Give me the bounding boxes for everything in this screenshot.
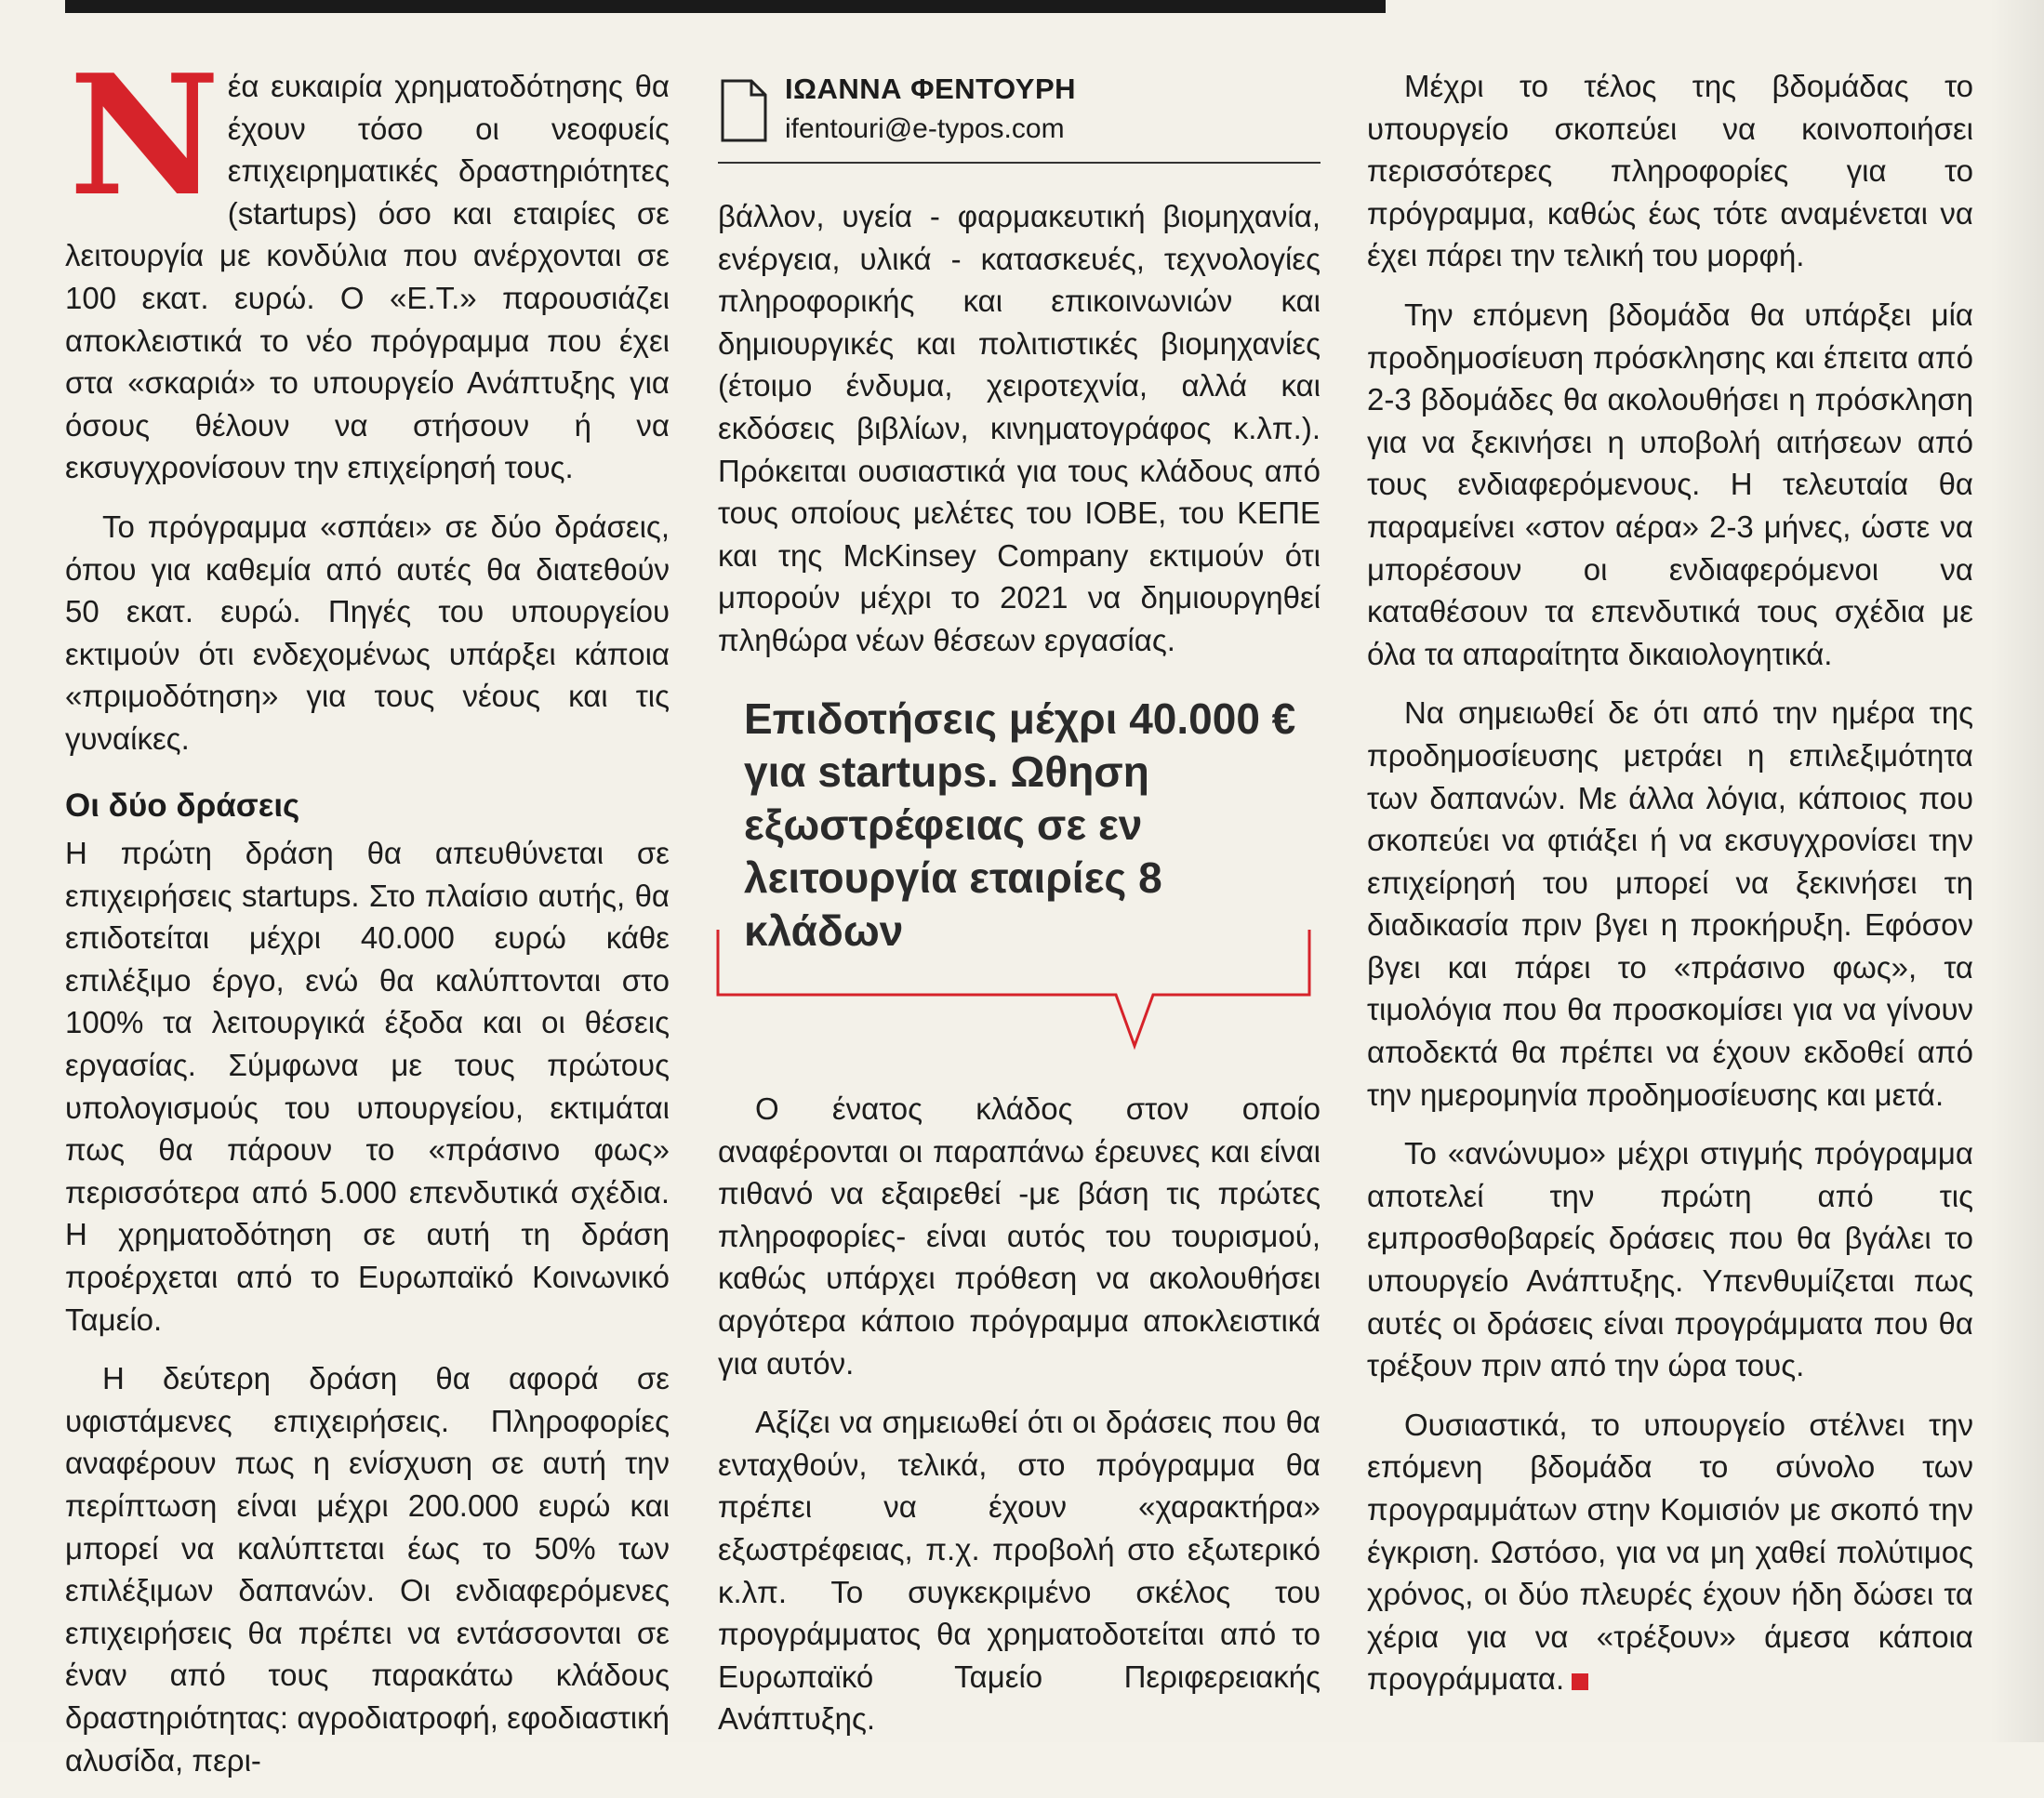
paragraph: Η δεύτερη δράση θα αφορά σε υφιστάμενες επιχειρήσεις. Πληροφορίες αναφέρουν πως η ενίσχυση σε αυτή την περίπτωση είναι μέχρι 200.000 ευρώ και μπορεί να καλύπτεται έως το 50% των επιλέξιμων δαπανών. Οι ενδιαφερόμενες επιχειρήσεις θα πρέπει να εντάσσονται σε έναν από τους παρακάτω κλάδους δραστηριότητας: αγροδιατροφή, εφοδιαστική αλυσίδα, περι- bbox=[65, 1361, 670, 1778]
drop-cap: N bbox=[69, 38, 220, 232]
headline-fragment bbox=[65, 0, 1386, 13]
article-column-3 bbox=[1367, 65, 1973, 1717]
paragraph: Να σημειωθεί δε ότι από την ημέρα της προδημοσίευσης μετράει η επιλεξιμότητα των δαπανών. Με άλλα λόγια, κάποιος που σκοπεύει να φτιάξει ή να εκσυγχρονίσει την επιχείρησή του μπορεί να ξεκινήσει τη διαδικασία πριν βγει η προκήρυξη. Εφόσον βγει και πάρει το «πράσινο φως», τα τιμολόγια που θα προσκομίσει για να γίνουν αποδεκτά θα πρέπει να έχουν εκδοθεί από την ημερομηνία προδημοσίευσης και μετά. bbox=[1367, 695, 1973, 1112]
final-text: Ουσιαστικά, το υπουργείο στέλνει την επόμενη βδομάδα το σύνολο των προγραμμάτων στην Κομισιόν με σκοπό την έγκριση. Ωστόσο, για να μη χαθεί πολύτιμος χρόνος, οι δύο πλευρές έχουν ήδη δώσει τα χέρια για να «τρέξουν» άμεσα κάποια προγράμματα. bbox=[1367, 1407, 1973, 1697]
paragraph: βάλλον, υγεία - φαρμακευτική βιομηχανία, ενέργεια, υλικά - κατασκευές, τεχνολογίες πληροφορικής και επικοινωνιών και δημιουργικές και πολιτιστικές βιομηχανίες (έτοιμο ένδυμα, χειροτεχνία, αλλά και εκδόσεις βιβλίων, κινηματογράφος κ.λπ.). Πρόκειται ουσιαστικά για τους κλάδους από τους οποίους μελέτες του ΙΟΒΕ, του ΚΕΠΕ και της McKinsey Company εκτιμούν ότι μπορούν μέχρι το 2021 να δημιουργηθεί πληθώρα νέων θέσεων εργασίας. bbox=[718, 199, 1321, 657]
subheading: Οι δύο δράσεις bbox=[65, 787, 300, 824]
paragraph: Η πρώτη δράση θα απευθύνεται σε επιχειρήσεις startups. Στο πλαίσιο αυτής, θα επιδοτείται μέχρι 40.000 ευρώ κάθε επιλέξιμο έργο, ενώ θα καλύπτονται στο 100% τα λειτουργικά έξοδα και οι θέσεις εργασίας. Σύμφωνα με τους πρώτους υπολογισμούς του υπουργείου, εκτιμάται πως θα πάρουν το «πράσινο φως» περισσότερα από 5.000 επενδυτικά σχέδια. Η χρηματοδότηση σε αυτή τη δράση προέρχεται από το Ευρωπαϊκό Κοινωνικό Ταμείο. bbox=[65, 836, 670, 1337]
end-mark-icon bbox=[1572, 1673, 1588, 1690]
final-paragraph bbox=[1367, 1404, 1973, 1700]
article-column-2-top bbox=[718, 195, 1321, 679]
paragraph: Ο ένατος κλάδος στον οποίο αναφέρονται οι παραπάνω έρευνες και είναι πιθανό να εξαιρεθεί -με βάση τις πρώτες πληροφορίες- είναι αυτός του τουρισμού, καθώς υπάρχει πρόθεση να ακολουθήσει αργότερα κάποιο πρόγραμμα αποκλειστικά για αυτόν. bbox=[718, 1091, 1321, 1381]
author-email[interactable]: ifentouri@e-typos.com bbox=[785, 113, 1065, 144]
document-icon bbox=[720, 78, 768, 148]
paragraph: Το πρόγραμμα «σπάει» σε δύο δράσεις, όπου για καθεμία από αυτές θα διατεθούν 50 εκατ. ευρώ. Πηγές του υπουργείου εκτιμούν ότι ενδεχομένως υπάρξει κάποια «πριμοδότηση» για τους νέους και τις γυναίκες. bbox=[65, 509, 670, 756]
lead-paragraph bbox=[65, 38, 670, 489]
page-edge-shadow bbox=[1990, 0, 2044, 1742]
article-column-1 bbox=[65, 38, 670, 1798]
lead-text: έα ευκαιρία χρηματοδότησης θα έχουν τόσο οι νεοφυείς επιχειρηματικές δραστηριότητες (startups) όσο και εταιρίες σε λειτουργία με κονδύλια που ανέρχονται σε 100 εκατ. ευρώ. Ο «Ε.Τ.» παρουσιάζει αποκλειστικά το νέο πρόγραμμα που έχει στα «σκαριά» το υπουργείο Ανάπτυξης για όσους θέλουν να στήσουν ή να εκσυγχρονίσουν την επιχείρησή τους. bbox=[65, 69, 670, 485]
paragraph: Το «ανώνυμο» μέχρι στιγμής πρόγραμμα αποτελεί την πρώτη από τις εμπροσθοβαρείς δράσεις που θα βγάλει το υπουργείο Ανάπτυξης. Υπενθυμίζεται πως αυτές οι δράσεις είναι προγράμματα που θα τρέξουν πριν από την ώρα τους. bbox=[1367, 1136, 1973, 1383]
pull-quote-frame bbox=[716, 930, 1321, 1051]
paragraph: Αξίζει να σημειωθεί ότι οι δράσεις που θα ενταχθούν, τελικά, στο πρόγραμμα θα πρέπει να έχουν «χαρακτήρα» εξωστρέφειας, π.χ. προβολή στο εξωτερικό κ.λπ. Το συγκεκριμένο σκέλος του προγράμματος θα χρηματοδοτείται από το Ευρωπαϊκό Ταμείο Περιφερειακής Ανάπτυξης. bbox=[718, 1405, 1321, 1737]
paragraph: Μέχρι το τέλος της βδομάδας το υπουργείο σκοπεύει να κοινοποιήσει περισσότερες πληροφορίες για το πρόγραμμα, καθώς έως τότε αναμένεται να έχει πάρει την τελική του μορφή. bbox=[1367, 69, 1973, 273]
author-name: ΙΩΑΝΝΑ ΦΕΝΤΟΥΡΗ bbox=[785, 73, 1077, 105]
byline bbox=[718, 73, 1321, 164]
pull-quote: Επιδοτήσεις μέχρι 40.000 € για startups. Ωθηση εξωστρέφειας σε εν λειτουργία εταιρίες 8 κλάδων bbox=[744, 694, 1296, 955]
article-column-2-bottom bbox=[718, 1088, 1321, 1757]
paragraph: Την επόμενη βδομάδα θα υπάρξει μία προδημοσίευση πρόσκλησης και έπειτα από 2-3 βδομάδες θα ακολουθήσει η πρόσκληση για να ξεκινήσει η υποβολή αιτήσεων από τους ενδιαφερόμενους. Η τελευταία θα παραμείνει «στον αέρα» 2-3 μήνες, ώστε να μπορέσουν οι ενδιαφερόμενοι να καταθέσουν τα επενδυτικά τους σχέδια με όλα τα απαραίτητα δικαιολογητικά. bbox=[1367, 297, 1973, 671]
